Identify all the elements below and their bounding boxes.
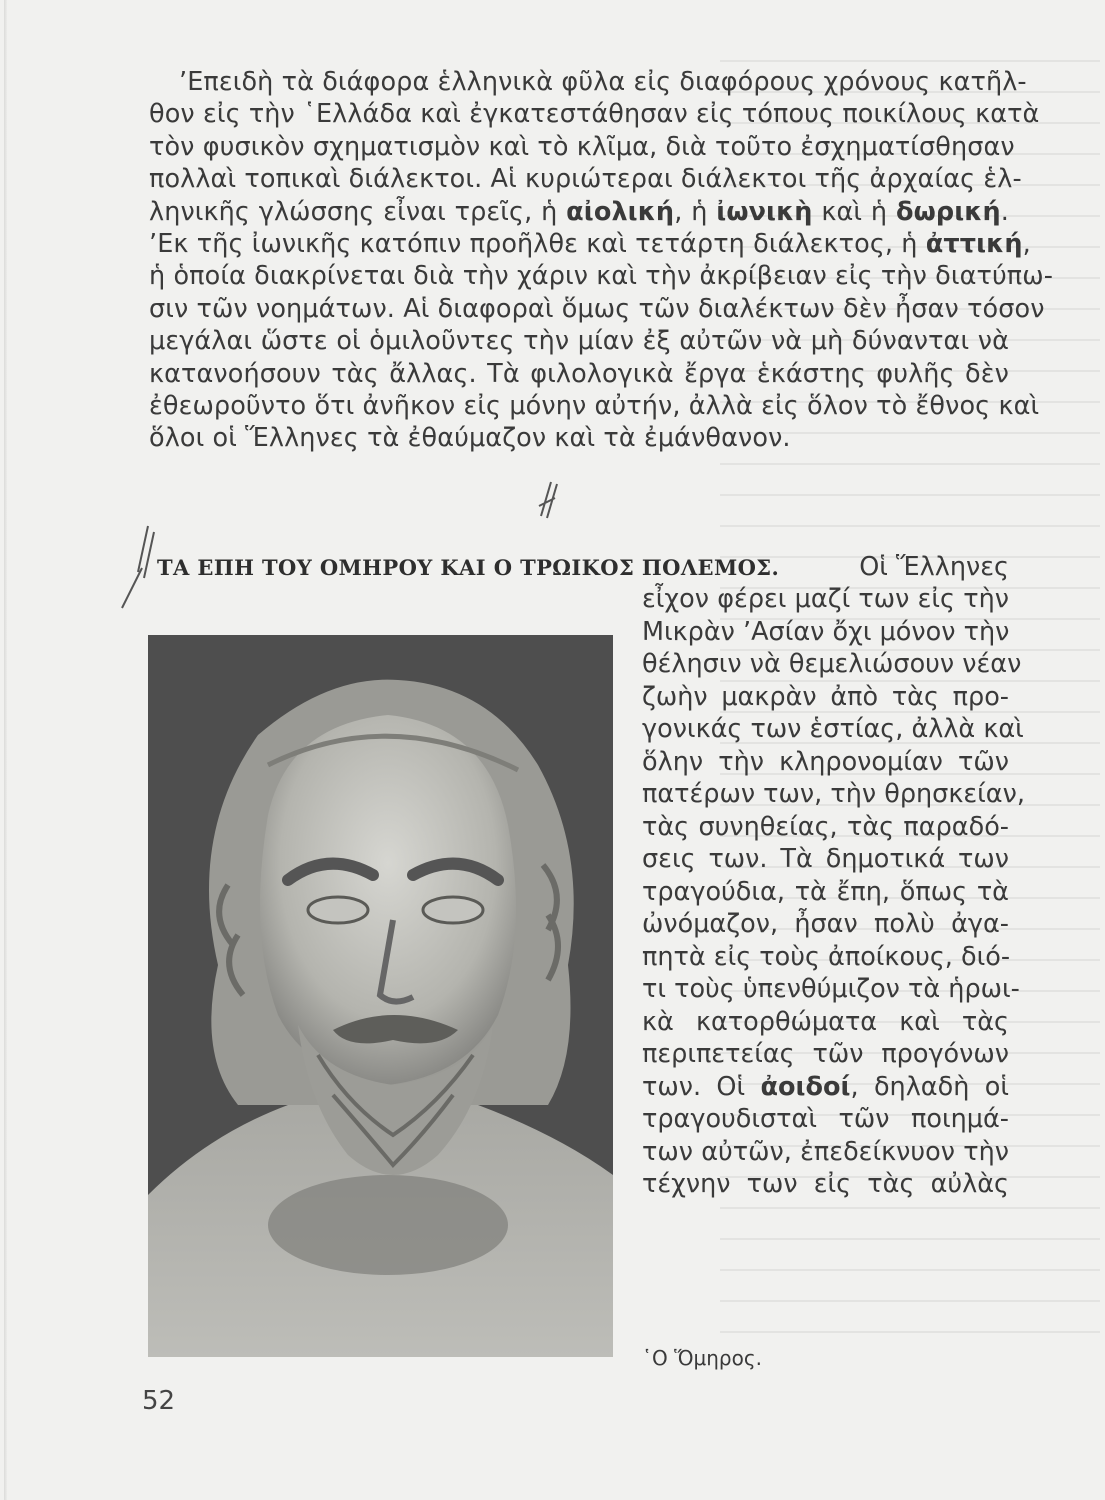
text-line — [149, 196, 1009, 228]
text-line: θον εἰς τὴν ῾Ελλάδα καὶ ἐγκατεστάθησαν εἰς τόπους ποικίλους κατὰ — [149, 99, 1040, 130]
text-line: μεγάλαι ὥστε οἱ ὁμιλοῦντες τὴν μίαν ἐξ αὐτῶν νὰ μὴ δύνανται νὰ — [149, 326, 1009, 357]
homer-bust-photo — [148, 635, 613, 1357]
text-line: σεις των. Τὰ δημοτικά των — [642, 844, 1009, 874]
term-aeolic: αἰολική — [566, 196, 675, 227]
term-aoidoi: ἀοιδοί — [760, 1071, 851, 1102]
text-line: των αὐτῶν, ἐπεδείκνυον τὴν — [642, 1136, 1009, 1167]
text-line: κὰ κατορθώματα καὶ τὰς — [642, 1006, 1009, 1037]
text-line: ὠνόμαζον, ἦσαν πολὺ ἀγα- — [642, 909, 1009, 939]
text-fragment: , ἡ — [674, 196, 717, 227]
text-line: ’Επειδὴ τὰ διάφορα ἑλληνικὰ φῦλα εἰς διαφόρους χρόνους κατῆλ- — [179, 67, 1027, 97]
text-line: τέχνην των εἰς τὰς αὐλὰς — [642, 1169, 1009, 1199]
text-line: πολλαὶ τοπικαὶ διάλεκτοι. Αἱ κυριώτεραι διάλεκτοι τῆς ἀρχαίας ἑλ- — [149, 164, 1022, 195]
text-line: ἡ ὁποία διακρίνεται διὰ τὴν χάριν καὶ τὴν ἀκρίβειαν εἰς τὴν διατύπω- — [149, 261, 1054, 292]
pencil-mark — [535, 478, 565, 520]
section-heading-line — [157, 551, 1009, 584]
section-first-words: Οἱ Ἕλληνες — [859, 552, 1009, 582]
text-line — [642, 1071, 1009, 1104]
text-line: ὅλην τὴν κληρονομίαν τῶν — [642, 746, 1009, 777]
term-attic: ἀττική — [925, 229, 1023, 260]
section-title: ΤΑ ΕΠΗ ΤΟΥ ΟΜΗΡΟΥ ΚΑΙ Ο ΤΡΩΙΚΟΣ ΠΟΛΕΜΟΣ. — [157, 555, 780, 580]
text-line: ζωὴν μακρὰν ἀπὸ τὰς προ- — [642, 681, 1009, 712]
intro-paragraph — [149, 66, 1054, 455]
text-line — [149, 228, 1031, 260]
text-line: τραγούδια, τὰ ἔπη, ὅπως τὰ — [642, 876, 1009, 907]
text-line: ὅλοι οἱ Ἕλληνες τὰ ἐθαύμαζον καὶ τὰ ἐμάνθανον. — [149, 423, 791, 454]
text-fragment: ’Εκ τῆς ἰωνικῆς κατόπιν προῆλθε καὶ τετάρτη διάλεκτος, ἡ — [149, 229, 926, 260]
text-line: γονικάς των ἑστίας, ἀλλὰ καὶ — [642, 714, 1024, 744]
text-line: σιν τῶν νοημάτων. Αἱ διαφοραὶ ὅμως τῶν διαλέκτων δὲν ἦσαν τόσον — [149, 293, 1045, 324]
text-line: τὰς συνηθείας, τὰς παραδό- — [642, 811, 1009, 842]
text-fragment: των. Οἱ — [642, 1071, 761, 1102]
term-ionic: ἰωνικὴ — [716, 196, 813, 227]
text-line: κατανοήσουν τὰς ἄλλας. Τὰ φιλολογικὰ ἔργα ἑκάστης φυλῆς δὲν — [149, 358, 1009, 389]
text-line: πητὰ εἰς τοὺς ἀποίκους, διό- — [642, 941, 1011, 972]
text-fragment: , δηλαδὴ οἱ — [850, 1071, 1009, 1102]
text-line: θέλησιν νὰ θεμελιώσουν νέαν — [642, 649, 1022, 679]
page-number: 52 — [142, 1386, 176, 1416]
side-column-text — [642, 583, 1025, 1201]
figure-caption: ῾Ο Ὅμηρος. — [642, 1346, 762, 1370]
text-line: τὸν φυσικὸν σχηματισμὸν καὶ τὸ κλῖμα, διὰ τοῦτο ἐσχηματίσθησαν — [149, 131, 1015, 162]
text-line: τι τοὺς ὑπενθύμιζον τὰ ἡρωι- — [642, 974, 1020, 1004]
text-fragment: ληνικῆς γλώσσης εἶναι τρεῖς, ἡ — [149, 196, 567, 227]
text-fragment: , — [1022, 229, 1031, 260]
term-doric: δωρική — [896, 196, 1001, 227]
text-fragment: καὶ ἡ — [812, 196, 897, 227]
bust-illustration — [148, 635, 613, 1357]
text-line: Μικρὰν ’Ασίαν ὄχι μόνον τὴν — [642, 616, 1010, 647]
text-line: περιπετείας τῶν προγόνων — [642, 1039, 1009, 1069]
page-edge — [4, 0, 7, 1500]
text-fragment: . — [1000, 196, 1009, 227]
text-line: εἶχον φέρει μαζί των εἰς τὴν — [642, 584, 1009, 614]
text-line: τραγουδισταὶ τῶν ποιημά- — [642, 1104, 1009, 1134]
text-line: ἐθεωροῦντο ὅτι ἀνῆκον εἰς μόνην αὐτήν, ἀλλὰ εἰς ὅλον τὸ ἔθνος καὶ — [149, 391, 1040, 422]
text-line: πατέρων των, τὴν θρησκείαν, — [642, 779, 1025, 809]
